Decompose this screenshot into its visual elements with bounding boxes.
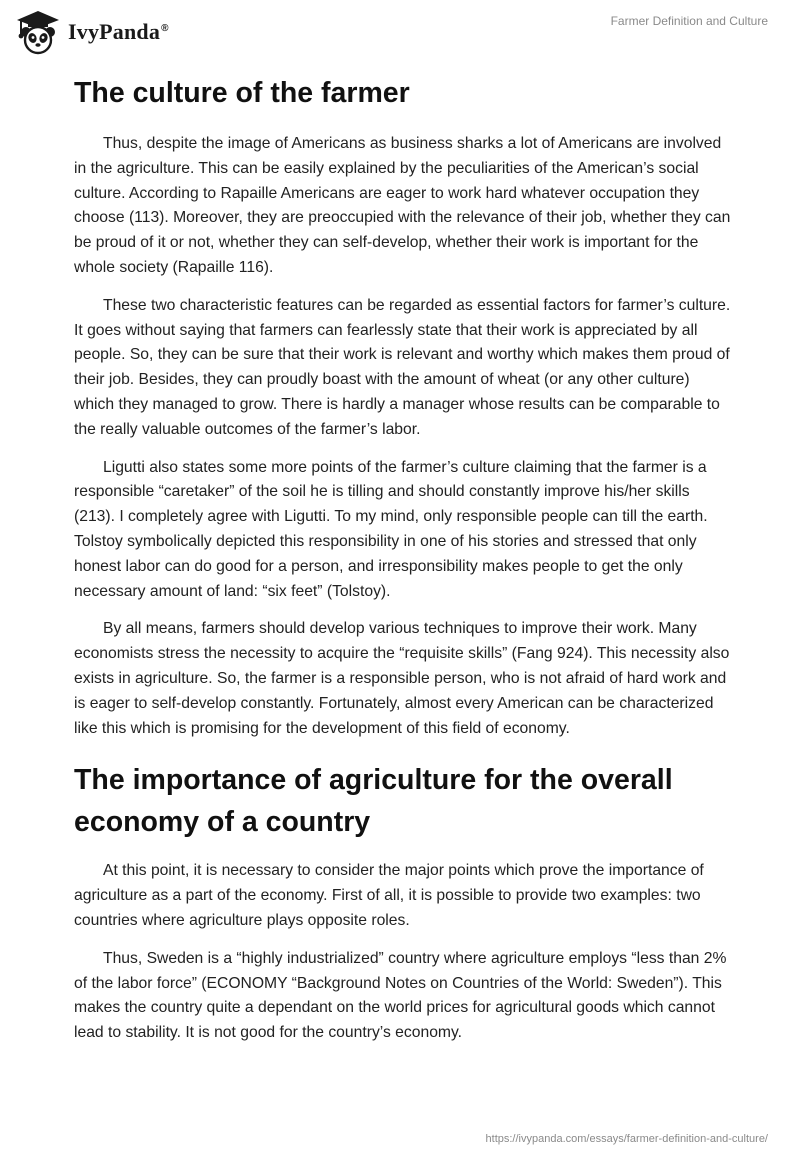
essay-content xyxy=(74,70,734,1059)
paragraph: Thus, Sweden is a “highly industrialized” country where agriculture employs “less than 2% of the labor force” (ECONOMY “Background Notes on Countries of the World: Sweden”). This makes the country quite a dependant on the world prices for agricultural goods which cannot lead to stability. It is not good for the country’s economy. xyxy=(74,949,727,1042)
site-logo[interactable] xyxy=(14,8,169,56)
paragraph: By all means, farmers should develop various techniques to improve their work. Many economists stress the necessity to acquire the “requisite skills” (Fang 924). This necessity also exists in agriculture. So, the farmer is a responsible person, who is not afraid of hard work and is eager to self-develop constantly. Fortunately, almost every American can be characterized like this which is promising for the development of this field of economy. xyxy=(74,620,730,737)
paragraph: At this point, it is necessary to consider the major points which prove the importance of agriculture as a part of the economy. First of all, it is possible to provide two examples: two countries where agriculture plays opposite roles. xyxy=(74,862,704,929)
section-heading: The culture of the farmer xyxy=(74,77,410,109)
brand-name: IvyPanda® xyxy=(68,19,169,44)
running-header-title: Farmer Definition and Culture xyxy=(610,14,768,28)
paragraph: Thus, despite the image of Americans as business sharks a lot of Americans are involved in the agriculture. This can be easily explained by the peculiarities of the American’s social culture. According to Rapaille Americans are eager to work hard whatever occupation they choose (113). Moreover, they are preoccupied with the relevance of their job, whether they can be proud of it or not, whether they can self-develop, whether their work is important for the whole society (Rapaille 116). xyxy=(74,135,731,276)
panda-graduate-icon xyxy=(14,8,62,56)
paragraph: Ligutti also states some more points of the farmer’s culture claiming that the farmer is a responsible “caretaker” of the soil he is tilling and should constantly improve his/her skills (213). I completely agree with Ligutti. To my mind, only responsible people can till the earth. Tolstoy symbolically depicted this responsibility in one of his stories and stressed that only honest labor can do good for a person, and irresponsibility makes people to get the only necessary amount of land: “six feet” (Tolstoy). xyxy=(74,458,708,600)
paragraph: These two characteristic features can be regarded as essential factors for farmer’s culture. It goes without saying that farmers can fearlessly state that their work is appreciated by all people. So, they can be sure that their work is relevant and worthy which makes them proud of their job. Besides, they can proudly boast with the amount of wheat (or any other culture) which they managed to grow. There is hardly a manager whose results can be comparable to the really valuable outcomes of the farmer’s labor. xyxy=(74,296,731,438)
source-url[interactable]: https://ivypanda.com/essays/farmer-definition-and-culture/ xyxy=(485,1133,768,1145)
section-heading: The importance of agriculture for the overall economy of a country xyxy=(74,764,673,839)
